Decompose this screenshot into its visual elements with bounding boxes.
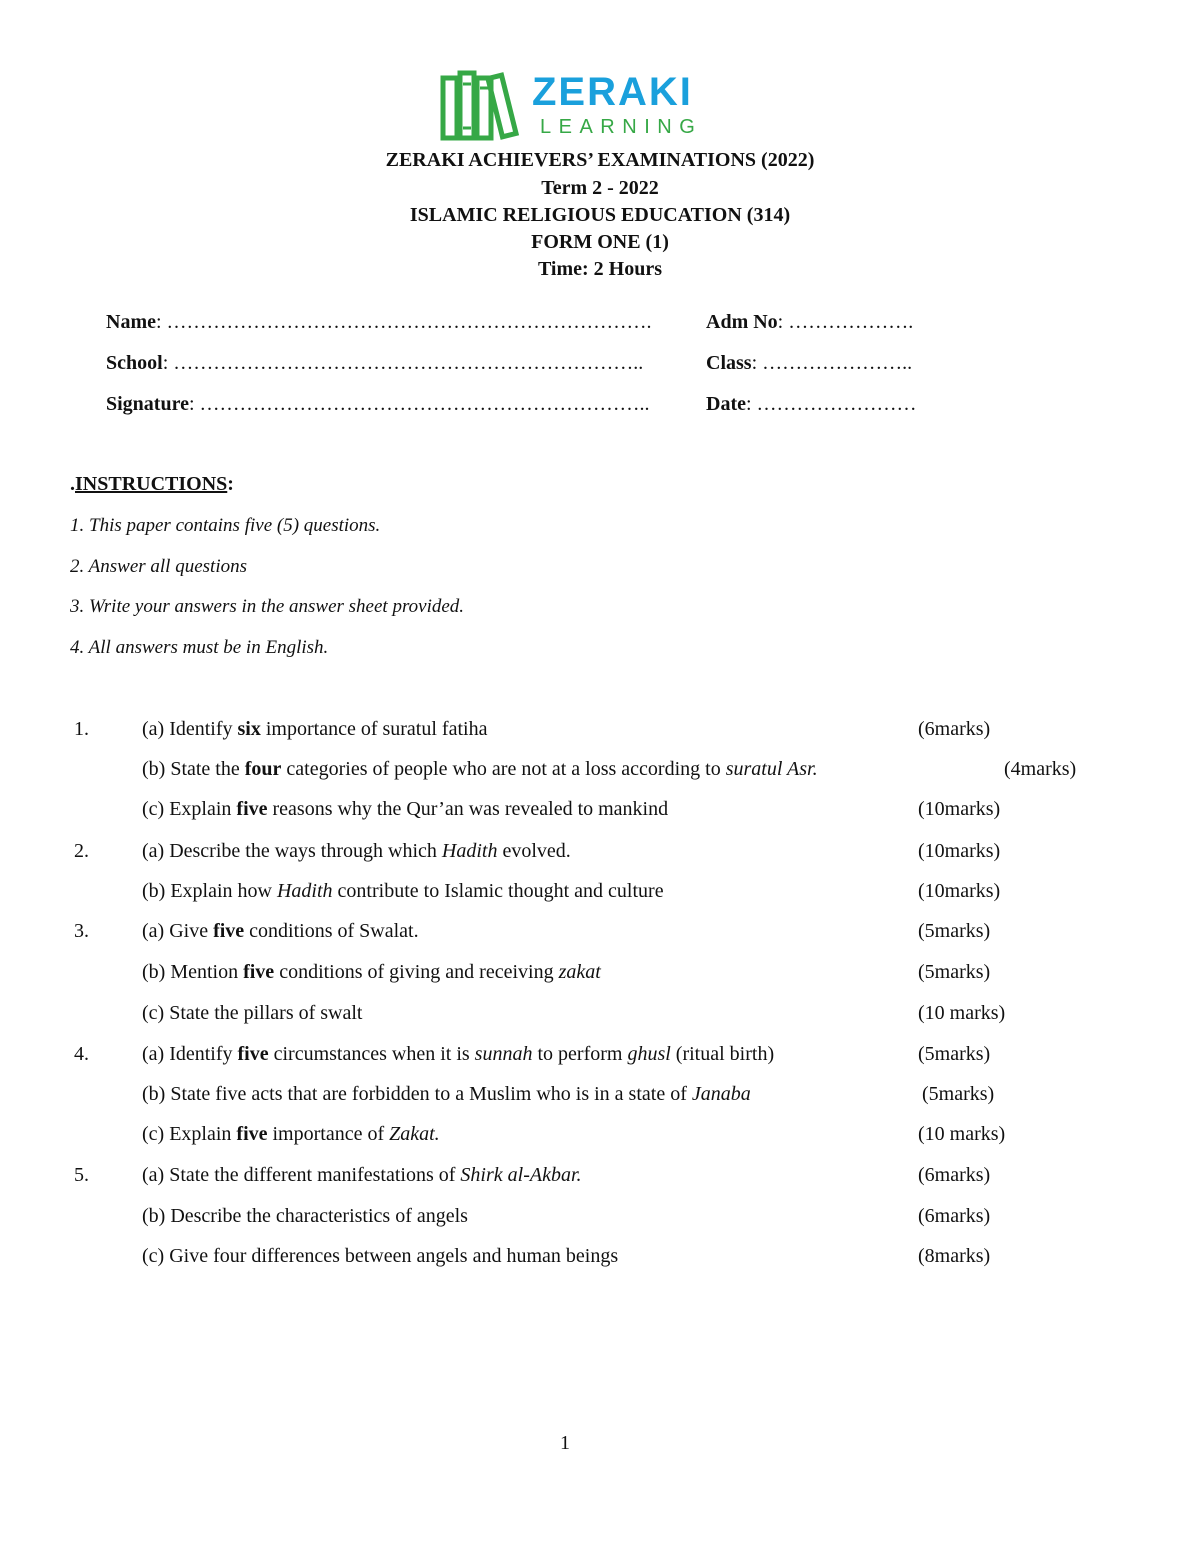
question-text-pre: (a) Describe the ways through which [142,840,442,862]
question-part-text [142,1244,618,1268]
question-text-pre: (a) Identify [142,1043,238,1065]
adm-label: Adm No [706,311,778,333]
question-text-pre: (b) Describe the characteristics of angels [142,1205,468,1227]
question-text-bold: five [213,920,245,942]
question-text-bold: four [244,758,282,780]
question-marks: (6marks) [918,718,991,740]
question-part-text [142,757,818,781]
adm-field[interactable] [706,310,913,334]
question-marks: (5marks) [918,961,991,983]
question-text-italic: suratul Asr. [725,758,818,780]
page-number: 1 [560,1432,570,1454]
question-part-text [142,1163,582,1187]
question-text-pre: (b) Mention [142,961,244,983]
question-text-mid: importance of suratul fatiha [260,718,488,740]
question-part-text [142,919,419,943]
question-text-mid: conditions of Swalat. [244,920,419,942]
instruction-item: 4. All answers must be in English. [70,637,329,658]
date-field[interactable] [706,392,917,416]
question-text-mid: circumstances when it is [268,1043,475,1065]
signature-field[interactable] [106,392,650,416]
adm-dots: : ………………. [777,311,914,333]
question-text-bold: five [243,961,275,983]
instructions-title-text: INSTRUCTIONS [75,473,228,495]
question-number: 4. [74,1043,89,1065]
question-text-bold: six [237,718,261,740]
question-text-pre: (b) State five acts that are forbidden to a Muslim who is in a state of [142,1083,692,1105]
logo-brand-text: ZERAKI [532,70,693,114]
exam-title: ZERAKI ACHIEVERS’ EXAMINATIONS (2022) [385,149,815,171]
question-text-pre: (c) Give four differences between angels and human beings [142,1245,619,1267]
name-field[interactable] [106,310,652,334]
question-text-pre: (a) Identify [142,718,238,740]
logo-sub-text: LEARNING [540,116,703,138]
date-label: Date [706,393,746,415]
school-label: School [106,352,163,374]
question-text-pre: (b) Explain how [142,880,277,902]
question-part-text [142,797,668,821]
question-text-pre: (b) State the [142,758,245,780]
question-text-italic: Zakat. [389,1123,440,1145]
question-text-pre: (c) Explain [142,1123,237,1145]
question-marks: (5marks) [918,920,991,942]
question-text-pre: (a) State the different manifestations of [142,1164,461,1186]
question-marks: (10marks) [918,798,1001,820]
class-dots: : ………………….. [751,352,913,374]
question-marks: (6marks) [918,1205,991,1227]
question-part-text [142,717,487,741]
date-dots: : …………………… [745,393,917,415]
question-marks: (8marks) [918,1245,991,1267]
name-dots: : ………………………………………………………………. [155,311,652,333]
instruction-item: 1. This paper contains five (5) questions. [70,515,381,536]
zeraki-logo [440,70,730,142]
question-text-pre: (c) Explain [142,798,237,820]
question-marks: (10 marks) [918,1002,1006,1024]
name-label: Name [106,311,156,333]
question-part-text [142,1001,363,1025]
question-text-mid: reasons why the Qur’an was revealed to mankind [267,798,669,820]
question-text-italic: zakat [558,961,601,983]
term-line: Term 2 - 2022 [541,177,659,199]
instruction-item: 2. Answer all questions [70,556,247,577]
question-text-post2: (ritual birth) [670,1043,775,1065]
school-field[interactable] [106,351,643,375]
question-number: 5. [74,1164,89,1186]
instructions-title-suffix: : [227,473,234,495]
question-text-italic: sunnah [474,1043,533,1065]
question-marks: (5marks) [918,1043,991,1065]
form-line: FORM ONE (1) [531,231,669,253]
question-text-post: contribute to Islamic thought and culture [332,880,664,902]
question-number: 2. [74,840,89,862]
question-text-pre: (a) Give [142,920,214,942]
question-marks: (10marks) [918,880,1001,902]
question-part-text [142,839,571,863]
question-part-text [142,879,664,903]
question-text-bold: five [236,1123,268,1145]
question-part-text [142,1122,440,1146]
question-marks: (6marks) [918,1164,991,1186]
question-marks: (5marks) [922,1083,995,1105]
class-label: Class [706,352,752,374]
question-text-post: to perform [532,1043,628,1065]
question-text-bold: five [236,798,268,820]
question-text-mid: importance of [267,1123,390,1145]
question-text-bold: five [237,1043,269,1065]
question-part-text [142,960,601,984]
school-dots: : …………………………………………………………….. [162,352,644,374]
question-text-pre: (c) State the pillars of swalt [142,1002,363,1024]
question-text-italic2: ghusl [627,1043,671,1065]
subject-line: ISLAMIC RELIGIOUS EDUCATION (314) [409,204,791,226]
question-text-mid: conditions of giving and receiving [274,961,559,983]
question-text-italic: Hadith [276,880,333,902]
question-marks: (4marks) [1004,758,1077,780]
time-line: Time: 2 Hours [537,258,663,280]
signature-label: Signature [106,393,189,415]
question-part-text [142,1082,751,1106]
question-text-italic: Hadith [441,840,498,862]
question-number: 3. [74,920,89,942]
question-text-mid: categories of people who are not at a loss according to [281,758,726,780]
question-part-text [142,1042,774,1066]
question-marks: (10 marks) [918,1123,1006,1145]
class-field[interactable] [706,351,912,375]
instruction-item: 3. Write your answers in the answer sheet provided. [70,596,465,617]
signature-dots: : ………………………………………………………….. [188,393,650,415]
books-icon [440,70,526,142]
question-text-italic: Shirk al-Akbar. [460,1164,582,1186]
question-part-text [142,1204,468,1228]
question-number: 1. [74,718,89,740]
instructions-title-prefix: . [70,473,75,495]
question-text-italic: Janaba [691,1083,751,1105]
question-text-post: evolved. [497,840,571,862]
instructions-title [70,472,234,496]
question-marks: (10marks) [918,840,1001,862]
